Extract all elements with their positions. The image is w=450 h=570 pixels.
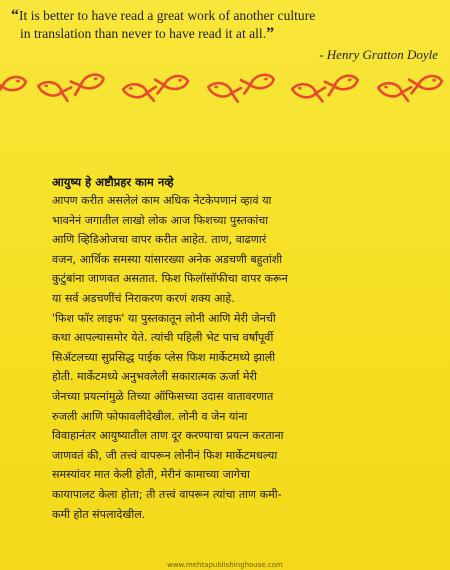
article-title: आयुष्य हे अष्टौप्रहर काम नव्हे [52, 175, 174, 189]
body-line: जाणवतं की, जी तत्त्वं वापरून लोनीनं फिश मार्केटमधल्या [52, 448, 278, 462]
body-line: समस्यांवर मात केली होती, मेरीनं कामाच्या जागेचा [52, 468, 250, 482]
quote-text-1: It is better to have read a great work of another culture [19, 8, 316, 23]
quote-line-2 [11, 25, 441, 43]
fish-doodle-icon [0, 64, 450, 106]
body-line: आपण करीत असलेलं काम अधिक नेटकेपणानं व्हावं या [52, 194, 272, 207]
publisher-url: www.mehtapublishinghouse.com [167, 561, 283, 569]
quote-attribution: - Henry Gratton Doyle [319, 47, 438, 62]
close-quote-mark: ” [266, 25, 275, 42]
quote-text-2: in translation than never to have read it at all. [20, 26, 267, 41]
body-line: कमी होत संपलादेखील. [52, 507, 146, 521]
epigraph-quote [11, 7, 441, 43]
body-line: कथा आपल्यासमोर येते. त्यांची पहिली भेट पाच वर्षांपूर्वी [52, 331, 274, 345]
body-line: वजन, आर्थिक समस्या यांसारख्या अनेक अडचणी बहुतांशी [52, 252, 283, 266]
body-line: या सर्व अडचणींचं निराकरण करणं शक्य आहे. [52, 291, 235, 305]
body-line: 'फिश फॉर लाइफ' या पुस्तकातून लोनी आणि मेरी जेनची [52, 311, 276, 325]
body-line: रुजली आणि फोफावलीदेखील. लोनी व जेन यांना [52, 409, 248, 423]
body-line: सिॲटलच्या सुप्रसिद्ध पाईक प्लेस फिश मार्केटमध्ये झाली [52, 350, 276, 364]
open-quote-mark: “ [11, 7, 19, 24]
body-line: आणि व्हिडिओजचा वापर करीत आहेत. ताण, वाढणारं [52, 233, 267, 247]
body-line: भावनेनं जगातील लाखो लोक आज फिशच्या पुस्तकांचा [52, 213, 269, 227]
body-line: विवाहानंतर आयुष्यातील ताण दूर करण्याचा प्रयत्न करताना [52, 429, 284, 443]
blurb-article [52, 174, 412, 524]
body-line: होती. मार्केटमध्ये अनुभवलेली सकारात्मक ऊर्जा मेरी [52, 370, 257, 384]
body-line: कुटुंबांना जाणवत असतात. फिश फिलॉसॉफीचा वापर करून [52, 272, 288, 286]
body-line: कायापालट केला होता; ती तत्त्वं वापरून त्यांचा ताण कमी- [52, 487, 282, 501]
quote-line-1 [11, 7, 441, 25]
fish-doodle-band [0, 64, 450, 106]
body-line: जेनच्या प्रयत्नांमुळे तिच्या ऑफिसच्या उदास वातावरणात [52, 389, 274, 403]
article-body [52, 191, 412, 524]
